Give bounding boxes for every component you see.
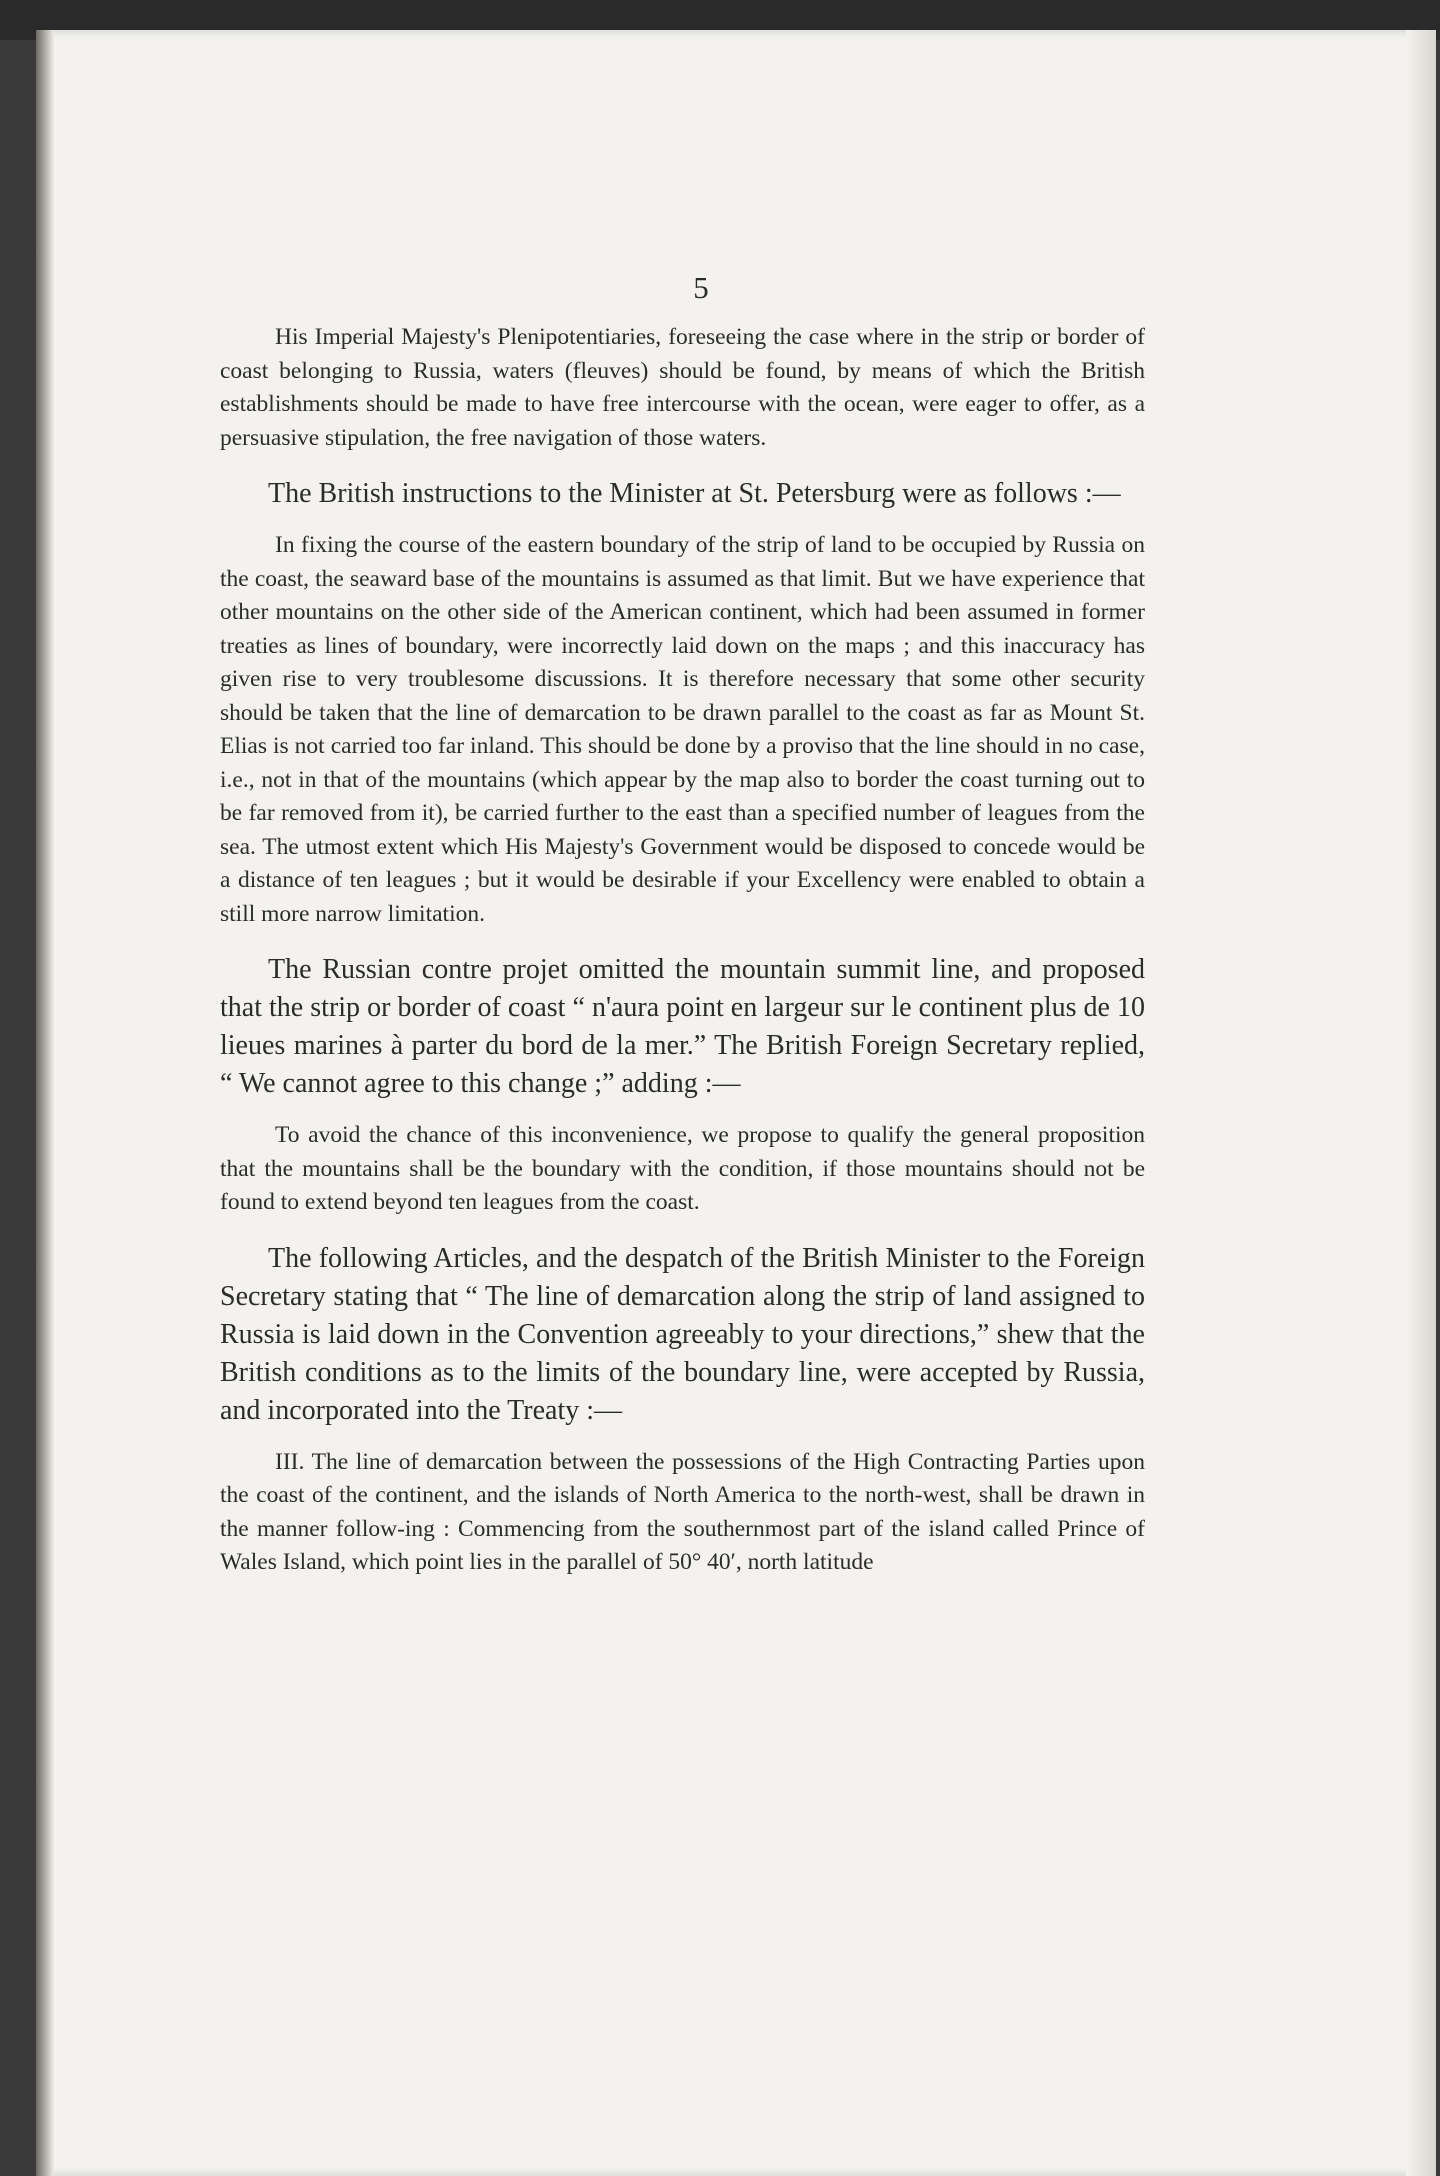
paragraph-british-instructions-intro: The British instructions to the Minister at St. Petersburg were as follows :— (268, 478, 1121, 509)
paragraph-russian-contre-projet: The Russian contre projet omitted the mountain summit line, and proposed that the strip or border of coast “ n'aura point en largeur sur le continent plus de 10 lieues marines à parter du bord de la mer.” The British Foreign Secretary replied, “ We cannot agree to this change ;” adding :— (220, 954, 1145, 1099)
page-number: 5 (693, 270, 709, 305)
book-page (36, 30, 1436, 2176)
page-spine-shadow (36, 30, 54, 2176)
quote-foreign-secretary: To avoid the chance of this inconvenience, we propose to qualify the general proposition that the mountains shall be the boundary with the condition, if those mountains should not be found to extend beyond ten leagues from the coast. (220, 1122, 1145, 1215)
page-right-edge (1406, 30, 1436, 2176)
quote-british-instructions: In fixing the course of the eastern boundary of the strip of land to be occupied by Russia on the coast, the seaward base of the mountains is assumed as that limit. But we have experience that other mountains on the other side of the American continent, which had been assumed in former treaties as lines of boundary, were incorrectly laid down on the maps ; and this inaccuracy has given rise to very troublesome discussions. It is therefore necessary that some other security should be taken that the line of demarcation to be drawn parallel to the coast as far as Mount St. Elias is not carried too far inland. This should be done by a proviso that the line should in no case, i.e., not in that of the mountains (which appear by the map also to border the coast turning out to be far removed from it), be carried further to the east than a specified number of leagues from the sea. The utmost extent which His Majesty's Government would be disposed to concede would be a distance of ten leagues ; but it would be desirable if your Excellency were enabled to obtain a still more narrow limitation. (220, 532, 1145, 927)
paragraph-plenipotentiaries: His Imperial Majesty's Plenipotentiaries, foreseeing the case where in the strip or border of coast belonging to Russia, waters (fleuves) should be found, by means of which the British establishments should be made to have free intercourse with the ocean, were eager to offer, as a persuasive stipulation, the free navigation of those waters. (220, 324, 1145, 451)
body-text (220, 321, 1145, 1580)
quote-article-three: III. The line of demarcation between the possessions of the High Contracting Parties upon the coast of the continent, and the islands of North America to the north-west, shall be drawn in the manner follow-ing : Commencing from the southernmost part of the island called Prince of Wales Island, which point lies in the parallel of 50° 40′, north latitude (220, 1448, 1145, 1575)
paragraph-following-articles: The following Articles, and the despatch of the British Minister to the Foreign Secretary stating that “ The line of demarcation along the strip of land assigned to Russia is laid down in the Convention agreeably to your directions,” shew that the British conditions as to the limits of the boundary line, were accepted by Russia, and incorporated into the Treaty :— (220, 1242, 1145, 1426)
